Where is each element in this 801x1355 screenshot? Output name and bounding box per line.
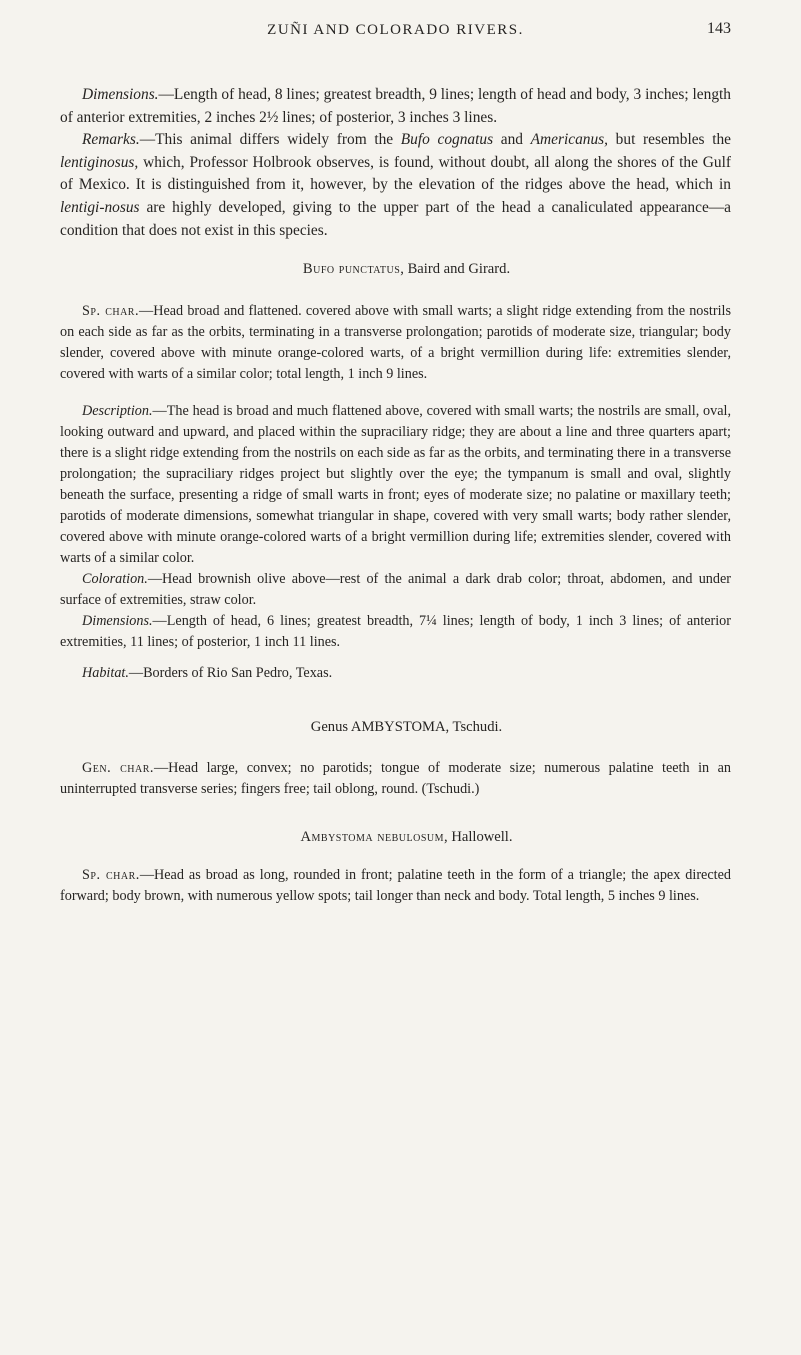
intro-dimensions-text: —Length of head, 8 lines; greatest breadth, 9 lines; length of head and body, 3 inches; length of anterior extremities, 2 inches 2½ lines; of posterior, 3 inches 3 lines. — [60, 86, 731, 126]
ambystoma-genus-section — [60, 758, 731, 800]
bufo-description-label: Description. — [82, 402, 153, 419]
remarks-text-3: but resembles the — [608, 131, 731, 149]
bufo-habitat-paragraph — [60, 663, 731, 684]
bufo-section — [60, 301, 731, 684]
bufo-char-text: —Head broad and flattened. covered above with small warts; a slight ridge extending from the nostrils on each side as far as the orbits, terminating in a transverse prolongation; parotids of moderate size, triangular; body slender, covered above with minute orange-colored warts, of a bright vermillion during life: extremities slender, covered with warts of a similar color; total length, 1 inch 9 lines. — [60, 302, 731, 382]
bufo-description-paragraph — [60, 401, 731, 569]
ambystoma-genus-char-paragraph — [60, 758, 731, 800]
remarks-text-4: which, Professor Holbrook observes, is found, without doubt, all along the shores of the Gulf of Mexico. It is distinguished from it, however, by the elevation of the ridges above the head, which in — [60, 153, 731, 194]
remarks-paragraph — [60, 129, 731, 242]
ambystoma-species-char-paragraph — [60, 865, 731, 907]
ambystoma-genus-heading: Genus AMBYSTOMA, Tschudi. — [310, 718, 503, 735]
remarks-text-5: are highly developed, giving to the upper part of the head a canaliculated appearance—a condition that does not exist in this species. — [60, 198, 731, 239]
bufo-char-paragraph — [60, 301, 731, 385]
bufo-coloration-paragraph — [60, 569, 731, 611]
ambystoma-heading-authority: , Hallowell. — [444, 829, 513, 846]
remarks-italic-1: Bufo cognatus — [400, 131, 494, 149]
running-head — [60, 18, 731, 46]
ambystoma-genus-char-text: —Head large, convex; no parotids; tongue of moderate size; numerous palatine teeth in an uninterrupted transverse series; fingers free; tail oblong, round. (Tschudi.) — [60, 760, 731, 798]
bufo-dimensions-text: —Length of head, 6 lines; greatest breadth, 7¼ lines; length of body, 1 inch 3 lines; of anterior extremities, 11 lines; of posterior, 1 inch 11 lines. — [60, 612, 731, 650]
body-text — [60, 84, 731, 907]
bufo-coloration-text: —Head brownish olive above—rest of the animal a dark drab color; throat, abdomen, and under surface of extremities, straw color. — [60, 570, 731, 608]
page-number: 143 — [707, 20, 731, 37]
ambystoma-nebulosum-heading — [60, 826, 731, 849]
bufo-heading-name: Bufo punctatus — [302, 261, 401, 278]
bufo-char-label: Sp. char. — [82, 302, 140, 319]
bufo-heading-authority: , Baird and Girard. — [400, 261, 511, 278]
remarks-italic-3: lentiginosus, — [60, 153, 139, 171]
ambystoma-heading-name: Ambystoma nebulosum — [300, 829, 445, 846]
ambystoma-species-char-text: —Head as broad as long, rounded in front; palatine teeth in the form of a triangle; the apex directed forward; body brown, with numerous yellow spots; tail longer than neck and body. Total length, 5 inches 9 lines. — [60, 866, 731, 904]
remarks-italic-4: lentigi-nosus — [60, 198, 140, 216]
bufo-dimensions-paragraph — [60, 611, 731, 653]
ambystoma-species-char-label: Sp. char. — [82, 866, 140, 883]
remarks-text-2: and — [493, 131, 531, 149]
intro-dimensions-paragraph — [60, 84, 731, 129]
running-head-title: ZUÑI AND COLORADO RIVERS. — [267, 22, 524, 38]
remarks-text-1: —This animal differs widely from the — [139, 131, 401, 149]
bufo-habitat-text: —Borders of Rio San Pedro, Texas. — [128, 664, 333, 681]
bufo-coloration-label: Coloration. — [82, 570, 148, 587]
intro-dimensions-label: Dimensions. — [82, 86, 159, 103]
remarks-label: Remarks. — [82, 131, 140, 149]
remarks-italic-2: Americanus, — [530, 131, 609, 149]
bufo-habitat-label: Habitat. — [82, 664, 129, 681]
bufo-punctatus-heading — [60, 258, 731, 281]
ambystoma-species-section — [60, 865, 731, 907]
bufo-dimensions-label: Dimensions. — [82, 612, 153, 629]
ambystoma-genus-char-label: Gen. char. — [82, 760, 154, 777]
bufo-description-text: —The head is broad and much flattened above, covered with small warts; the nostrils are small, oval, looking outward and upward, and placed within the supraciliary ridge; they are about a line and three quarters apart; there is a slight ridge extending from the nostrils on each side as far as the orbits, and terminating there in a transverse prolongation; the supraciliary ridges project but slightly over the eye; the tympanum is small and oval, slightly beneath the surface, presenting a ridge of small warts in front; eyes of moderate size; no palatine or maxillary teeth; parotids of moderate dimensions, somewhat triangular in shape, covered with very small warts; body rather slender, covered above with minute orange-colored warts of a bright vermillion during life; extremities slender, covered with warts of a similar color. — [60, 402, 731, 566]
